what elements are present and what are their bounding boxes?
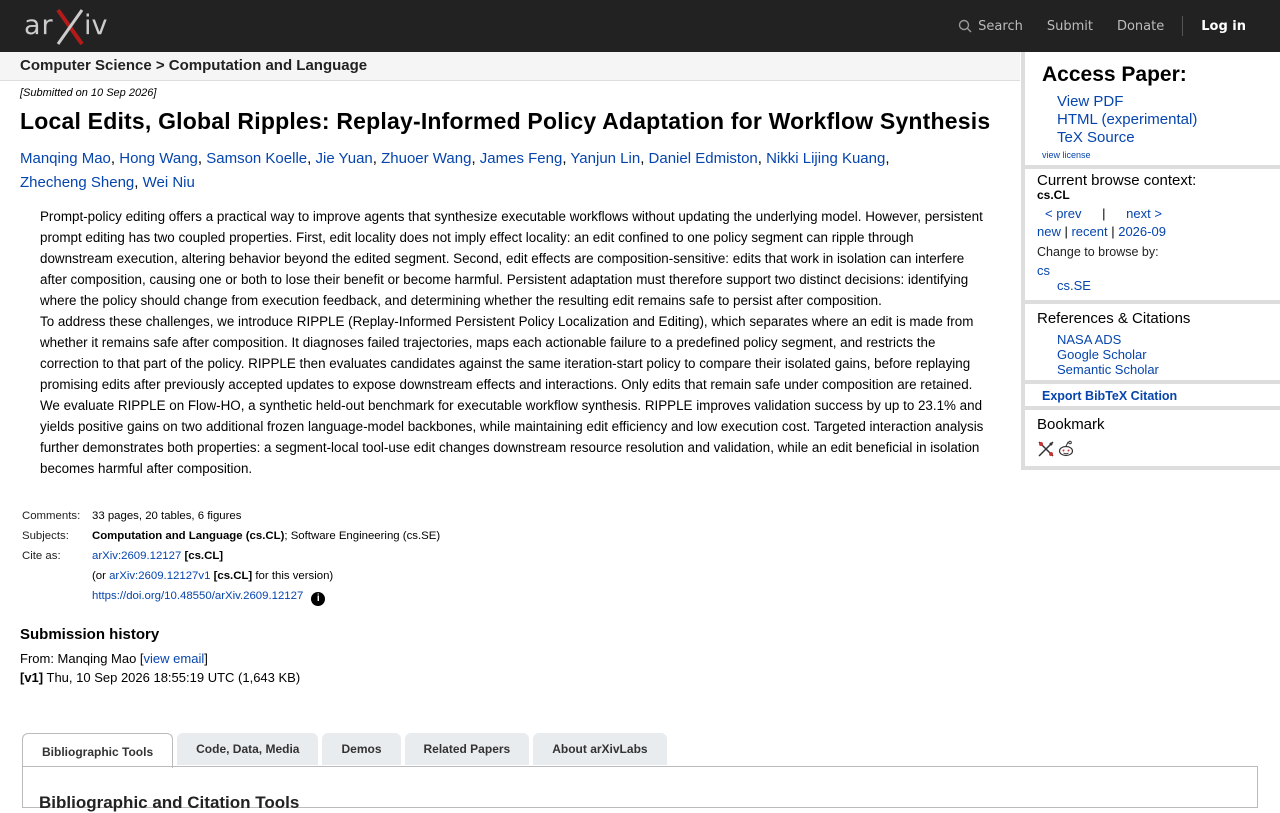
semantic-scholar-link[interactable]: Semantic Scholar [1057,362,1159,377]
metadata-table [20,509,995,612]
browse-context: cs.CL [1037,188,1070,202]
panel-heading: Bibliographic and Citation Tools [39,793,300,812]
prev-link[interactable]: < prev [1045,206,1082,221]
cite-label: Cite as: [22,550,61,562]
version-tag: [cs.CL] [213,570,253,582]
labs-tabs [22,733,1258,812]
google-scholar-link[interactable]: Google Scholar [1057,347,1147,362]
browse-cs-link[interactable]: cs [1037,263,1050,278]
version-entry [20,668,995,687]
svg-text:ar: ar [24,10,54,41]
tab-about-arxivlabs[interactable]: About arXivLabs [533,733,666,765]
license-link[interactable]: view license [1042,150,1091,160]
author-list: Manqing Mao, Hong Wang, Samson Koelle, Jie Yuan, Zhuoer Wang, James Feng, Yanjun Lin, Daniel Edmiston, Nikki Lijing Kuang, Zhecheng Sheng, Wei Niu [20,150,890,191]
submission-date: [Submitted on 10 Sep 2026] [20,87,157,99]
abstract-paragraph: Prompt-policy editing offers a practical way to improve agents that synthesize executable workflows without updating the underlying model. However, persistent prompt editing has two coupled properties. First, edit locality does not imply effect locality: an edit confined to one policy segment can ripple through downstream execution, altering behavior beyond the edited segment. Second, edit effects are composition-sensitive: edits that work in isolation can interfere after composition, causing one or both to lose their benefit or become harmful. Persistent adaptation must therefore support two distinct decisions: identifying where the policy should change from execution feedback, and determining whether the resulting edit remains safe to persist after composition. [40,209,983,308]
author-link[interactable]: Yanjun Lin [570,150,641,167]
export-box [1025,384,1280,406]
html-link[interactable]: HTML (experimental) [1057,111,1198,128]
doi-link[interactable]: https://doi.org/10.48550/arXiv.2609.12127 [92,590,304,602]
sidebar [1021,52,1280,470]
version-details: Thu, 10 Sep 2026 18:55:19 UTC (1,643 KB) [43,670,301,685]
author-link[interactable]: Zhecheng Sheng [20,174,135,191]
paper-title: Local Edits, Global Ripples: Replay-Informed Policy Adaptation for Workflow Synthesis [20,108,991,134]
tab-panel [22,766,1258,812]
tex-source-link[interactable]: TeX Source [1057,129,1135,146]
bibsonomy-icon[interactable] [1037,440,1055,458]
view-pdf-link[interactable]: View PDF [1057,93,1124,110]
author-link[interactable]: James Feng [479,150,563,167]
comments-label: Comments: [22,510,81,522]
tab-related-papers[interactable]: Related Papers [405,733,530,765]
primary-subject: Computation and Language (cs.CL) [92,530,285,542]
tab-demos[interactable]: Demos [322,733,400,765]
donate-link[interactable]: Donate [1116,18,1165,34]
export-bibtex-link[interactable]: Export BibTeX Citation [1042,389,1178,403]
cite-tag: [cs.CL] [184,550,224,562]
author-link[interactable]: Wei Niu [142,174,195,191]
version-label[interactable]: [v1] [20,670,44,685]
author-link[interactable]: Daniel Edmiston [648,150,758,167]
reddit-icon[interactable] [1057,440,1075,458]
author-link[interactable]: Hong Wang [119,150,198,167]
arxiv-id-link[interactable]: arXiv:2609.12127 [92,550,182,562]
version-suffix: for this version) [252,570,334,582]
breadcrumb-bar [0,52,1020,81]
subjects-value [90,529,442,549]
tab-code-data-media[interactable]: Code, Data, Media [177,733,318,765]
top-bar [0,0,1280,52]
arxiv-logo[interactable] [24,6,114,46]
browse-heading: Current browse context: [1037,172,1197,189]
browse-context-box [1025,169,1280,300]
from-suffix: ] [204,651,208,666]
tab-bibliographic-tools[interactable]: Bibliographic Tools [22,733,173,768]
new-link[interactable]: new [1037,224,1061,239]
submission-history [20,626,995,687]
nav-divider [1182,16,1183,36]
nav-separator: | [1102,206,1106,221]
access-paper-box [1025,52,1280,165]
secondary-subjects: ; Software Engineering (cs.SE) [284,530,441,542]
from-text: From: Manqing Mao [ [20,651,144,666]
author-link[interactable]: Zhuoer Wang [381,150,472,167]
references-box [1025,304,1280,380]
search-icon [958,19,972,33]
references-heading: References & Citations [1037,310,1191,327]
recent-link[interactable]: recent [1071,224,1108,239]
cite-value [90,549,442,612]
history-heading: Submission history [20,626,160,643]
author-link[interactable]: Nikki Lijing Kuang [766,150,886,167]
comments-value: 33 pages, 20 tables, 6 figures [92,510,242,522]
search-label: Search [978,18,1023,34]
search-link[interactable] [958,19,1023,34]
bookmark-heading: Bookmark [1037,416,1105,433]
access-heading: Access Paper: [1042,63,1187,86]
prev-next-nav [1045,206,1225,221]
info-icon[interactable]: i [311,592,325,606]
browse-csse-link[interactable]: cs.SE [1057,278,1091,293]
abstract-paragraph: We evaluate RIPPLE on Flow-HO, a synthetic held-out benchmark for executable workflow synthesis. RIPPLE improves validation success by up to 23.1% and yields positive gains on two additional frozen language-model backbones, while maintaining edit efficiency and low execution cost. Targeted interaction analysis further demonstrates both properties: a segment-local tool-use edit changes downstream resource resolution and validation, while an edit beneficial in isolation becomes harmful after composition. [40,398,984,476]
bookmark-box [1025,410,1280,466]
breadcrumb[interactable]: Computer Science > Computation and Language [20,57,368,74]
submit-link[interactable]: Submit [1046,18,1093,34]
nasa-ads-link[interactable]: NASA ADS [1057,332,1122,347]
month-link[interactable]: 2026-09 [1118,224,1166,239]
abstract [40,206,985,479]
version-prefix: (or [92,570,110,582]
browse-links: new | recent | 2026-09 [1037,224,1166,239]
main-content [20,86,995,687]
author-link[interactable]: Samson Koelle [206,150,308,167]
next-link[interactable]: next > [1126,206,1162,221]
svg-text:iv: iv [84,10,108,41]
version-link[interactable]: arXiv:2609.12127v1 [109,570,211,582]
history-from [20,649,995,668]
author-link[interactable]: Manqing Mao [20,150,111,167]
abstract-paragraph: To address these challenges, we introduce RIPPLE (Replay-Informed Persistent Policy Localization and Editing), which separates where an edit is made from whether it remains safe after composition. It diagnoses failed trajectories, maps each actionable failure to a predefined policy segment, and restricts the correction to that part of the policy. RIPPLE then evaluates candidates against the same iteration-start policy to compare their isolated gains, before replaying promising edits after previously accepted updates to expose downstream effects and interactions. Only edits that remain safe under composition are retained. [40,314,974,392]
view-email-link[interactable]: view email [143,651,205,666]
login-link[interactable]: Log in [1201,18,1246,34]
subjects-label: Subjects: [22,530,69,542]
change-browse-label: Change to browse by: [1037,245,1159,259]
author-link[interactable]: Jie Yuan [315,150,373,167]
